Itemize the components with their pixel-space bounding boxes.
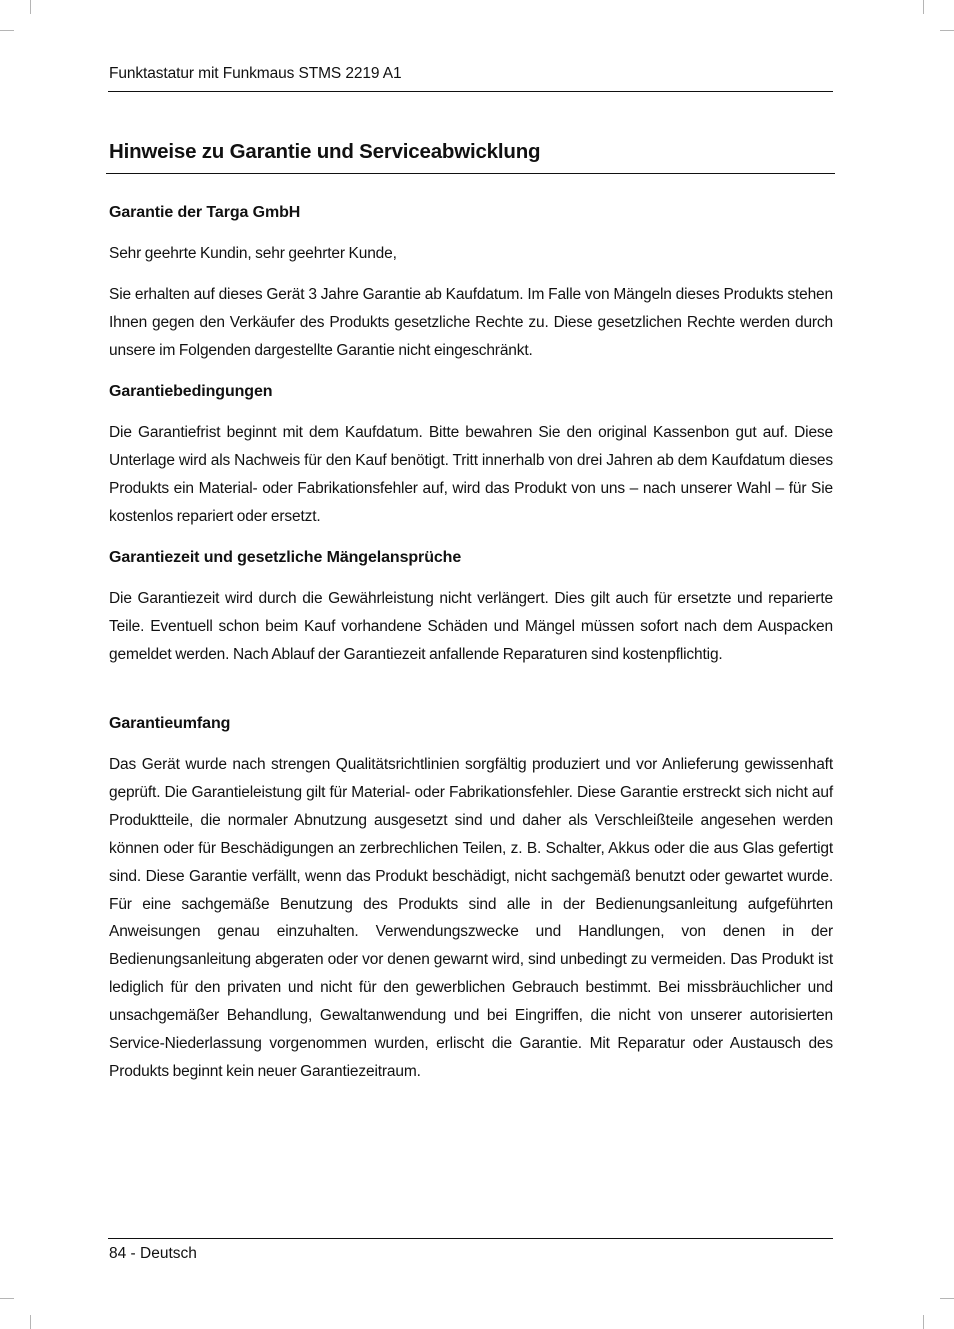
crop-mark [940,30,954,31]
paragraph-garantiebedingungen: Die Garantiefrist beginnt mit dem Kaufdatum. Bitte bewahren Sie den original Kassenbon gut auf. Diese Unterlage wird als Nachweis für den Kauf benötigt. Tritt innerhalb von drei Jahren ab dem Kaufdatum dieses Produkts ein Material- oder Fabrikationsfehler auf, wird das Produkt von uns – nach unserer Wahl – für Sie kostenlos repariert oder ersetzt. [109,424,833,525]
section-heading-garantieumfang: Garantieumfang [109,715,231,732]
header-rule [108,91,833,92]
paragraph-garantiezeit: Die Garantiezeit wird durch die Gewährleistung nicht verlängert. Dies gilt auch für ersetzte und reparierte Teile. Eventuell schon beim Kauf vorhandene Schäden und Mängel müssen sofort nach dem Auspacken gemeldet werden. Nach Ablauf der Garantiezeit anfallende Reparaturen sind kostenpflichtig. [109,590,833,663]
title-rule [106,173,835,174]
paragraph-garantieumfang: Das Gerät wurde nach strengen Qualitätsrichtlinien sorgfältig produziert und vor Anlieferung gewissenhaft geprüft. Die Garantieleistung gilt für Material- oder Fabrikationsfehler. Diese Garantie erstreckt sich nicht auf Produktteile, die normaler Abnutzung ausgesetzt sind und daher als Verschleißteile angesehen werden können oder für Beschädigungen an zerbrechlichen Teilen, z. B. Schalter, Akkus oder die aus Glas gefertigt sind. Diese Garantie verfällt, wenn das Produkt beschädigt, nicht sachgemäß benutzt oder gewartet wurde. Für eine sachgemäße Benutzung des Produkts sind alle in der Bedienungsanleitung aufgeführten Anweisungen genau einzuhalten. Verwendungszwecke und Handlungen, von denen in der Bedienungsanleitung abgeraten oder vor denen gewarnt wird, sind unbedingt zu vermeiden. Das Produkt ist lediglich für den privaten und nicht für den gewerblichen Gebrauch bestimmt. Bei missbräuchlicher und unsachgemäßer Behandlung, Gewaltanwendung und bei Eingriffen, die nicht von unserer autorisierten Service-Niederlassung vorgenommen wurden, erlischt die Garantie. Mit Reparatur oder Austausch des Produkts beginnt kein neuer Garantiezeitraum. [109,756,833,1080]
crop-mark [30,0,31,14]
section-heading-garantiezeit: Garantiezeit und gesetzliche Mängelansprüche [109,549,462,566]
crop-mark [0,1298,14,1299]
crop-mark [940,1298,954,1299]
paragraph-greeting: Sehr geehrte Kundin, sehr geehrter Kunde, [109,245,397,262]
running-header: Funktastatur mit Funkmaus STMS 2219 A1 [109,65,402,82]
crop-mark [30,1315,31,1329]
footer-language: Deutsch [140,1245,197,1262]
footer-rule [108,1238,833,1239]
crop-mark [0,30,14,31]
crop-mark [923,1315,924,1329]
section-heading-garantie-targa: Garantie der Targa GmbH [109,204,301,221]
section-heading-garantiebedingungen: Garantiebedingungen [109,383,273,400]
footer-separator: - [126,1245,141,1262]
page-number: 84 [109,1245,127,1262]
crop-mark [923,0,924,14]
paragraph-warranty-intro: Sie erhalten auf dieses Gerät 3 Jahre Garantie ab Kaufdatum. Im Falle von Mängeln dieses Produkts stehen Ihnen gegen den Verkäufer des Produkts gesetzliche Rechte zu. Diese gesetzlichen Rechte werden durch unsere im Folgenden dargestellte Garantie nicht eingeschränkt. [109,286,833,359]
page-title: Hinweise zu Garantie und Serviceabwicklung [109,140,541,163]
page-footer [109,1244,197,1264]
